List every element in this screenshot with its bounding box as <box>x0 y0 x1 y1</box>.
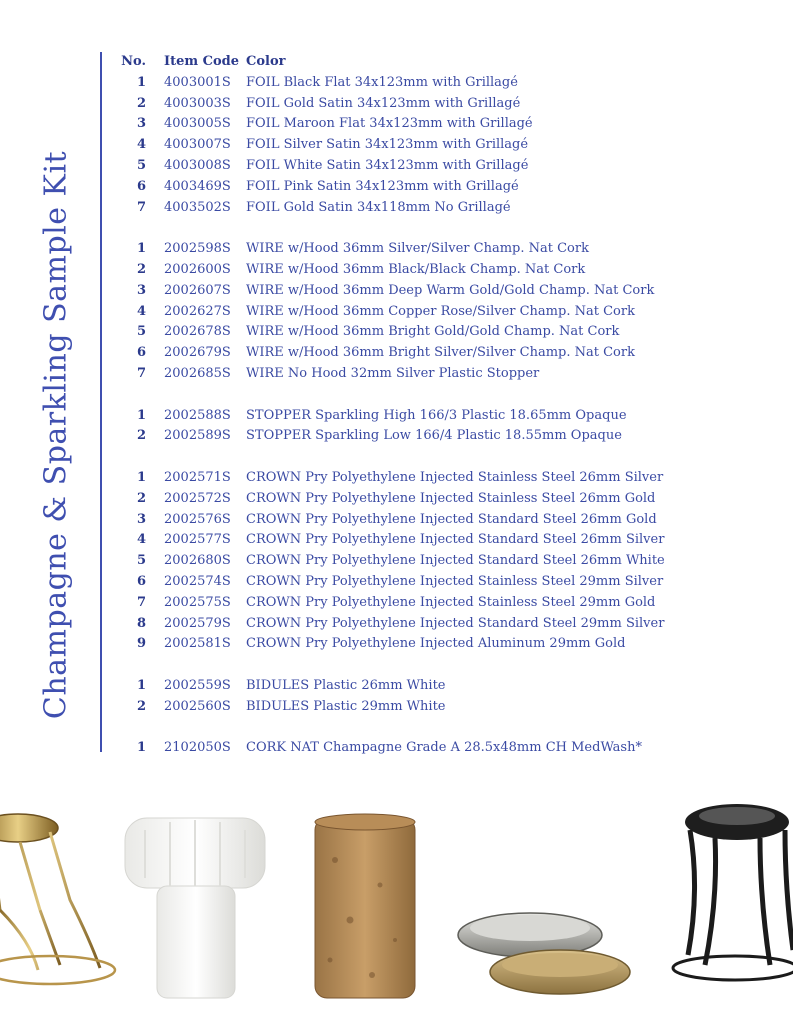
item-description: WIRE w/Hood 36mm Black/Black Champ. Nat Cork <box>246 261 586 277</box>
item-description: BIDULES Plastic 26mm White <box>246 677 446 693</box>
row-number: 3 <box>136 116 146 132</box>
item-code: 2002588S <box>164 407 231 423</box>
row-number: 2 <box>136 95 146 111</box>
table-row <box>108 510 788 531</box>
table-row <box>108 302 788 323</box>
table-row <box>108 676 788 697</box>
item-description: WIRE w/Hood 36mm Bright Gold/Gold Champ. Nat Cork <box>246 324 620 340</box>
table-row <box>108 426 788 447</box>
table-row <box>108 738 788 759</box>
table-row <box>108 489 788 510</box>
item-description: FOIL Gold Satin 34x123mm with Grillagé <box>246 95 521 111</box>
table-row <box>108 406 788 427</box>
item-code: 4003005S <box>164 116 231 132</box>
table-row <box>108 551 788 572</box>
table-row <box>108 239 788 260</box>
item-description: CROWN Pry Polyethylene Injected Standard Steel 26mm Silver <box>246 532 665 548</box>
row-number: 4 <box>136 532 146 548</box>
table-row <box>108 364 788 385</box>
row-number: 5 <box>136 157 146 173</box>
table-row <box>108 94 788 115</box>
item-code: 2002678S <box>164 324 231 340</box>
item-code: 2002577S <box>164 532 231 548</box>
item-code: 4003007S <box>164 137 231 153</box>
item-description: CROWN Pry Polyethylene Injected Stainless Steel 26mm Gold <box>246 490 656 506</box>
item-description: FOIL Silver Satin 34x123mm with Grillagé <box>246 137 529 153</box>
table-row <box>108 343 788 364</box>
item-code: 2002581S <box>164 636 231 652</box>
item-description: CROWN Pry Polyethylene Injected Standard Steel 29mm Silver <box>246 615 665 631</box>
item-code: 2002560S <box>164 698 231 714</box>
row-number: 2 <box>136 490 146 506</box>
row-number: 5 <box>136 324 146 340</box>
item-description: WIRE w/Hood 36mm Copper Rose/Silver Champ. Nat Cork <box>246 303 635 319</box>
item-code: 2002571S <box>164 469 231 485</box>
product-table <box>108 52 788 759</box>
item-description: FOIL Black Flat 34x123mm with Grillagé <box>246 74 518 90</box>
table-row <box>108 593 788 614</box>
item-code: 4003502S <box>164 199 231 215</box>
black-wire-cage-image <box>673 804 793 980</box>
item-description: WIRE No Hood 32mm Silver Plastic Stopper <box>246 365 540 381</box>
row-number: 4 <box>136 303 146 319</box>
table-row <box>108 260 788 281</box>
item-description: FOIL Maroon Flat 34x123mm with Grillagé <box>246 116 533 132</box>
item-description: FOIL Gold Satin 34x118mm No Grillagé <box>246 199 511 215</box>
table-row <box>108 156 788 177</box>
row-number: 1 <box>136 241 146 257</box>
row-number: 3 <box>136 282 146 298</box>
item-description: FOIL White Satin 34x123mm with Grillagé <box>246 157 529 173</box>
item-code: 2002579S <box>164 615 231 631</box>
item-code: 2002598S <box>164 241 231 257</box>
header-color: Color <box>246 54 286 69</box>
row-number: 2 <box>136 428 146 444</box>
vertical-divider <box>100 52 102 752</box>
row-number: 7 <box>136 199 146 215</box>
natural-cork-image <box>315 814 415 998</box>
group-spacer <box>108 718 788 739</box>
item-description: CROWN Pry Polyethylene Injected Standard Steel 26mm White <box>246 553 665 569</box>
table-row <box>108 468 788 489</box>
row-number: 5 <box>136 553 146 569</box>
item-description: CROWN Pry Polyethylene Injected Stainless Steel 29mm Gold <box>246 594 656 610</box>
item-description: CROWN Pry Polyethylene Injected Stainless Steel 26mm Silver <box>246 469 664 485</box>
item-description: WIRE w/Hood 36mm Silver/Silver Champ. Nat Cork <box>246 241 589 257</box>
item-code: 2002679S <box>164 345 231 361</box>
item-code: 2002572S <box>164 490 231 506</box>
table-row <box>108 281 788 302</box>
row-number: 8 <box>136 615 146 631</box>
table-row <box>108 322 788 343</box>
item-code: 4003003S <box>164 95 231 111</box>
row-number: 1 <box>136 407 146 423</box>
gold-wire-cage-image <box>0 814 115 984</box>
item-code: 4003001S <box>164 74 231 90</box>
table-row <box>108 697 788 718</box>
item-description: FOIL Pink Satin 34x123mm with Grillagé <box>246 178 519 194</box>
item-description: WIRE w/Hood 36mm Bright Silver/Silver Champ. Nat Cork <box>246 345 635 361</box>
table-row <box>108 198 788 219</box>
item-description: CROWN Pry Polyethylene Injected Aluminum 29mm Gold <box>246 636 626 652</box>
item-description: STOPPER Sparkling Low 166/4 Plastic 18.55mm Opaque <box>246 428 622 444</box>
item-description: CROWN Pry Polyethylene Injected Standard Steel 26mm Gold <box>246 511 657 527</box>
group-spacer <box>108 218 788 239</box>
row-number: 7 <box>136 365 146 381</box>
item-code: 2002589S <box>164 428 231 444</box>
row-number: 6 <box>136 178 146 194</box>
item-code: 2002680S <box>164 553 231 569</box>
row-number: 6 <box>136 345 146 361</box>
item-code: 2102050S <box>164 740 231 756</box>
item-description: CORK NAT Champagne Grade A 28.5x48mm CH MedWash* <box>246 740 642 756</box>
header-no: No. <box>121 54 146 69</box>
group-spacer <box>108 655 788 676</box>
item-code: 4003469S <box>164 178 231 194</box>
item-code: 2002627S <box>164 303 231 319</box>
table-row <box>108 634 788 655</box>
side-title-text: Champagne & Sparkling Sample Kit <box>38 150 74 720</box>
item-code: 2002600S <box>164 261 231 277</box>
table-row <box>108 135 788 156</box>
group-spacer <box>108 447 788 468</box>
table-row <box>108 73 788 94</box>
crown-caps-image <box>458 913 630 994</box>
row-number: 2 <box>136 698 146 714</box>
item-description: CROWN Pry Polyethylene Injected Stainless Steel 29mm Silver <box>246 573 664 589</box>
row-number: 6 <box>136 573 146 589</box>
item-code: 2002559S <box>164 677 231 693</box>
item-code: 2002574S <box>164 573 231 589</box>
table-row <box>108 114 788 135</box>
table-row <box>108 177 788 198</box>
item-code: 2002575S <box>164 594 231 610</box>
row-number: 1 <box>136 74 146 90</box>
row-number: 1 <box>136 469 146 485</box>
row-number: 7 <box>136 594 146 610</box>
side-title <box>32 0 80 760</box>
table-row <box>108 530 788 551</box>
row-number: 2 <box>136 261 146 277</box>
item-code: 2002576S <box>164 511 231 527</box>
row-number: 1 <box>136 677 146 693</box>
group-spacer <box>108 385 788 406</box>
item-description: STOPPER Sparkling High 166/3 Plastic 18.65mm Opaque <box>246 407 627 423</box>
item-code: 2002607S <box>164 282 231 298</box>
product-photos <box>0 790 793 1024</box>
row-number: 1 <box>136 740 146 756</box>
row-number: 4 <box>136 137 146 153</box>
row-number: 3 <box>136 511 146 527</box>
item-code: 4003008S <box>164 157 231 173</box>
header-item-code: Item Code <box>164 54 240 69</box>
table-row <box>108 614 788 635</box>
white-plastic-stopper-image <box>125 818 265 998</box>
table-row <box>108 572 788 593</box>
item-code: 2002685S <box>164 365 231 381</box>
table-header <box>108 52 788 73</box>
item-description: BIDULES Plastic 29mm White <box>246 698 446 714</box>
item-description: WIRE w/Hood 36mm Deep Warm Gold/Gold Champ. Nat Cork <box>246 282 655 298</box>
row-number: 9 <box>136 636 146 652</box>
